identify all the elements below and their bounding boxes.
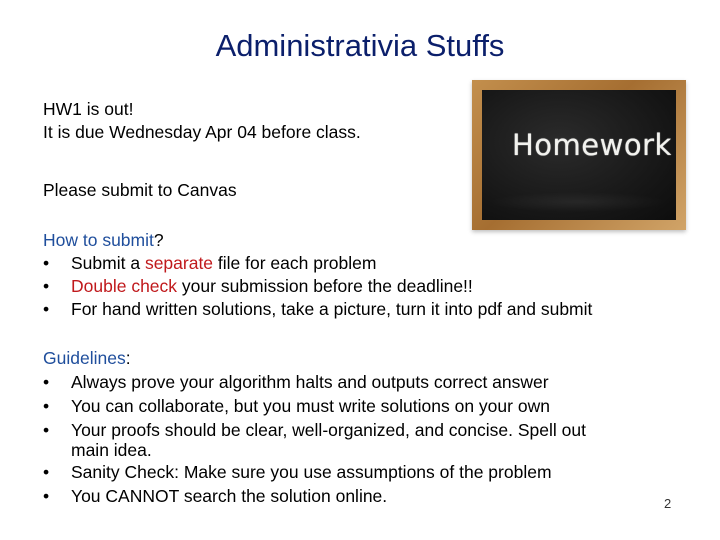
bullet-text: Your proofs should be clear, well-organized, and concise. Spell out <box>71 420 586 440</box>
bullet-text: You CANNOT search the solution online. <box>71 486 388 506</box>
slide-title: Administrativia Stuffs <box>215 28 505 63</box>
how-to-submit-label: How to submit <box>43 230 154 250</box>
chalkboard-text: Homework <box>512 128 672 162</box>
guidelines-suffix: : <box>125 348 131 368</box>
bullet-text: You can collaborate, but you must write solutions on your own <box>71 396 550 416</box>
guideline-bullet-3-continuation: main idea. <box>71 440 152 460</box>
bullet-text: Always prove your algorithm halts and outputs correct answer <box>71 372 549 392</box>
chalk-dust <box>488 192 668 212</box>
guideline-bullet-2 <box>43 395 550 418</box>
submit-bullet-3 <box>43 298 592 321</box>
page-number: 2 <box>664 496 672 511</box>
announcement-due-date: It is due Wednesday Apr 04 before class. <box>43 122 361 142</box>
bullet-glyph: • <box>43 486 50 506</box>
submit-bullet-1 <box>43 252 376 275</box>
bullet-text-post: file for each problem <box>213 253 377 273</box>
bullet-glyph: • <box>43 372 50 392</box>
submit-bullet-2 <box>43 275 473 298</box>
guidelines-heading <box>43 347 131 370</box>
chalkboard-surface <box>482 90 676 220</box>
bullet-glyph: • <box>43 276 50 296</box>
bullet-text: Sanity Check: Make sure you use assumptions of the problem <box>71 462 552 482</box>
how-to-submit-heading <box>43 229 164 252</box>
bullet-text-emphasis: separate <box>144 253 214 273</box>
bullet-glyph: • <box>43 396 50 416</box>
guidelines-label: Guidelines <box>43 348 126 368</box>
bullet-glyph: • <box>43 462 50 482</box>
bullet-glyph: • <box>43 253 50 273</box>
bullet-text-emphasis: Double check <box>71 276 178 296</box>
bullet-text: For hand written solutions, take a picture, turn it into pdf and submit <box>71 299 593 319</box>
guideline-bullet-5 <box>43 485 387 508</box>
announcement-submit-canvas: Please submit to Canvas <box>43 180 237 200</box>
bullet-glyph: • <box>43 420 50 440</box>
announcement-hw1: HW1 is out! <box>43 99 134 119</box>
how-to-submit-suffix: ? <box>153 230 164 250</box>
bullet-text-pre: Submit a <box>71 253 145 273</box>
bullet-text-post: your submission before the deadline!! <box>177 276 473 296</box>
guideline-bullet-4 <box>43 461 552 484</box>
homework-chalkboard-image <box>472 80 686 230</box>
guideline-bullet-1 <box>43 371 549 394</box>
bullet-glyph: • <box>43 299 50 319</box>
